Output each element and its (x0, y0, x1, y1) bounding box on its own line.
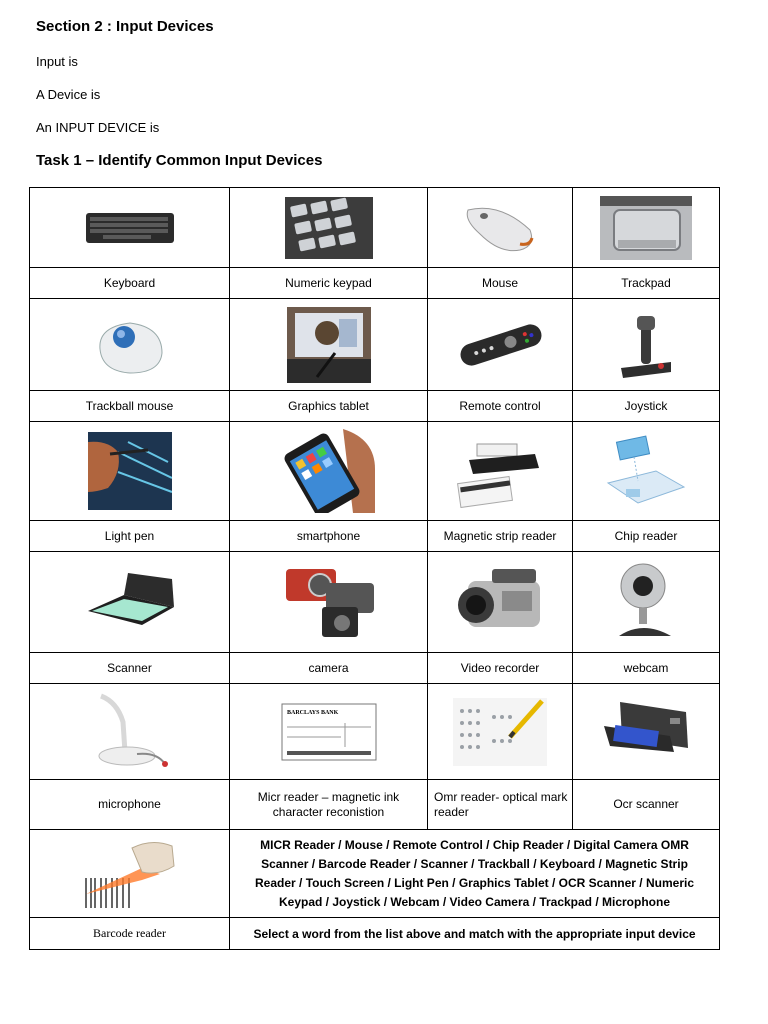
label-row-4 (30, 653, 720, 684)
section-title: Section 2 : Input Devices (36, 18, 214, 35)
cheque-bank-name: BARCLAYS BANK (286, 709, 338, 716)
word-list: MICR Reader / Mouse / Remote Control / Chip Reader / Digital Camera OMR Scanner / Barcode Reader / Scanner / Trackball / Keyboard / Magnetic Strip Reader / Touch Screen / Light Pen / Graphics Tablet / OCR Scanner / Numeric Keypad / Joystick / Webcam / Video Camera / Trackpad / Microphone (230, 830, 720, 918)
label-row-5 (30, 780, 720, 830)
image-row-5 (30, 684, 720, 780)
numeric-keypad-image-cell (230, 188, 428, 268)
device-label: smartphone (230, 521, 428, 552)
trackball-image-cell (30, 299, 230, 391)
graphics-tablet-image-cell (230, 299, 428, 391)
microphone-icon (87, 692, 173, 772)
webcam-icon (611, 560, 681, 644)
chip-reader-image-cell (573, 422, 720, 521)
device-label: Omr reader- optical mark reader (428, 780, 573, 830)
light-pen-image-cell (30, 422, 230, 521)
microphone-image-cell (30, 684, 230, 780)
joystick-image-cell (573, 299, 720, 391)
image-row-3 (30, 422, 720, 521)
remote-control-icon (455, 318, 545, 372)
magnetic-strip-reader-image-cell (428, 422, 573, 521)
device-label: Remote control (428, 391, 573, 422)
mouse-icon (460, 200, 540, 256)
device-label: Light pen (30, 521, 230, 552)
micr-cheque-icon (281, 703, 377, 761)
device-definition-line: A Device is (36, 87, 101, 102)
input-device-suffix: is (146, 120, 160, 135)
device-label: Ocr scanner (573, 780, 720, 830)
instruction-text: Select a word from the list above and match with the appropriate input device (230, 918, 720, 950)
barcode-reader-icon (82, 838, 178, 910)
label-row-2 (30, 391, 720, 422)
device-label: Video recorder (428, 653, 573, 684)
omr-sheet-icon (452, 697, 548, 767)
device-label: webcam (573, 653, 720, 684)
label-row-1 (30, 268, 720, 299)
keyboard-icon (85, 211, 175, 245)
device-label: Chip reader (573, 521, 720, 552)
device-label: Trackpad (573, 268, 720, 299)
ocr-scanner-image-cell (573, 684, 720, 780)
device-label: Micr reader – magnetic ink character reconistion (230, 780, 428, 830)
image-row-2 (30, 299, 720, 391)
camera-image-cell (230, 552, 428, 653)
word-list-row (30, 830, 720, 918)
device-label: Scanner (30, 653, 230, 684)
input-device-strong: INPUT DEVICE (55, 120, 147, 135)
scanner-icon (84, 571, 176, 633)
chip-reader-icon (604, 431, 688, 511)
device-label: Numeric keypad (230, 268, 428, 299)
device-label: Keyboard (30, 268, 230, 299)
light-pen-icon (88, 432, 172, 510)
device-label: Graphics tablet (230, 391, 428, 422)
magnetic-strip-reader-icon (455, 434, 545, 508)
keyboard-image-cell (30, 188, 230, 268)
trackpad-icon (600, 196, 692, 260)
device-label: Magnetic strip reader (428, 521, 573, 552)
numeric-keypad-icon (285, 197, 373, 259)
device-label: Trackball mouse (30, 391, 230, 422)
task-title: Task 1 – Identify Common Input Devices (36, 152, 323, 169)
device-label: camera (230, 653, 428, 684)
input-devices-table (29, 187, 720, 950)
remote-control-image-cell (428, 299, 573, 391)
video-recorder-image-cell (428, 552, 573, 653)
input-device-definition-line (36, 120, 159, 135)
barcode-reader-label: Barcode reader (30, 918, 230, 950)
label-row-3 (30, 521, 720, 552)
graphics-tablet-icon (287, 307, 371, 383)
image-row-4 (30, 552, 720, 653)
video-recorder-icon (454, 561, 546, 643)
input-definition-line: Input is (36, 54, 78, 69)
ocr-scanner-icon (600, 698, 692, 766)
input-device-prefix: An (36, 120, 56, 135)
micr-cheque-image-cell (230, 684, 428, 780)
trackball-icon (90, 313, 170, 377)
trackpad-image-cell (573, 188, 720, 268)
mouse-image-cell (428, 188, 573, 268)
joystick-icon (615, 310, 677, 380)
image-row-1 (30, 188, 720, 268)
device-label: Joystick (573, 391, 720, 422)
scanner-image-cell (30, 552, 230, 653)
webcam-image-cell (573, 552, 720, 653)
smartphone-icon (283, 429, 375, 513)
instruction-row (30, 918, 720, 950)
omr-sheet-image-cell (428, 684, 573, 780)
camera-icon (282, 561, 376, 643)
smartphone-image-cell (230, 422, 428, 521)
device-label: Mouse (428, 268, 573, 299)
device-label: microphone (30, 780, 230, 830)
barcode-reader-image-cell (30, 830, 230, 918)
